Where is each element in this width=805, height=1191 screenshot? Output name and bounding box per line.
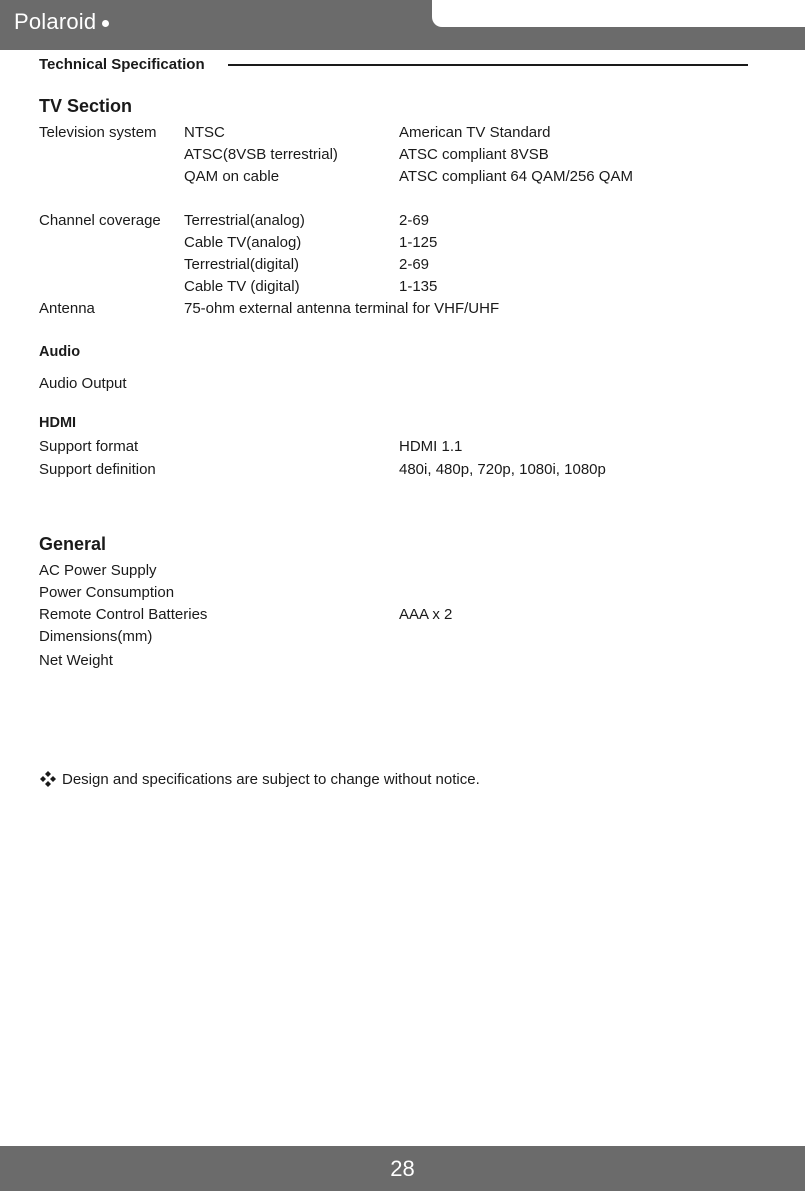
spec-item: NTSC bbox=[184, 124, 225, 141]
spec-item: Terrestrial(digital) bbox=[184, 256, 300, 273]
disclaimer-text: Design and specifications are subject to change without notice. bbox=[62, 770, 480, 788]
spec-value: 2-69 bbox=[399, 256, 430, 273]
television-system-label: Television system bbox=[39, 124, 157, 141]
spec-value: ATSC compliant 64 QAM/256 QAM bbox=[399, 168, 633, 185]
audio-title: Audio bbox=[39, 344, 81, 360]
spec-value: 2-69 bbox=[399, 212, 430, 229]
tv-section-title: TV Section bbox=[39, 96, 133, 116]
spec-item: ATSC(8VSB terrestrial) bbox=[184, 146, 338, 163]
general-label: Net Weight bbox=[39, 652, 113, 669]
audio-output-label: Audio Output bbox=[39, 375, 127, 392]
spec-item: Cable TV (digital) bbox=[184, 278, 300, 295]
page-heading: Technical Specification bbox=[39, 56, 205, 73]
hdmi-format-value: HDMI 1.1 bbox=[399, 438, 463, 455]
page-number: 28 bbox=[390, 1156, 415, 1181]
spec-item: QAM on cable bbox=[184, 168, 280, 185]
general-label: AC Power Supply bbox=[39, 562, 157, 579]
general-label: Dimensions(mm) bbox=[39, 628, 153, 645]
general-value: AAA x 2 bbox=[399, 606, 453, 623]
antenna-value: 75-ohm external antenna terminal for VHF/UHF bbox=[184, 300, 500, 317]
disclaimer-note bbox=[39, 770, 480, 788]
general-title: General bbox=[39, 534, 107, 554]
hdmi-definition-value: 480i, 480p, 720p, 1080i, 1080p bbox=[399, 461, 606, 478]
general-label: Remote Control Batteries bbox=[39, 606, 208, 623]
hdmi-definition-label: Support definition bbox=[39, 461, 156, 478]
spec-item: Cable TV(analog) bbox=[184, 234, 302, 251]
heading-rule bbox=[228, 64, 748, 66]
brand-dot-icon bbox=[102, 20, 109, 27]
antenna-label: Antenna bbox=[39, 300, 95, 317]
diamond-bullet-icon bbox=[39, 770, 57, 788]
spec-value: 1-125 bbox=[399, 234, 438, 251]
spec-item: Terrestrial(analog) bbox=[184, 212, 305, 229]
hdmi-title: HDMI bbox=[39, 415, 77, 431]
brand-logo bbox=[14, 9, 109, 35]
spec-value: 1-135 bbox=[399, 278, 438, 295]
header-notch bbox=[432, 0, 805, 27]
general-label: Power Consumption bbox=[39, 584, 175, 601]
spec-value: American TV Standard bbox=[399, 124, 551, 141]
brand-name: Polaroid bbox=[14, 9, 97, 34]
hdmi-format-label: Support format bbox=[39, 438, 139, 455]
channel-coverage-label: Channel coverage bbox=[39, 212, 161, 229]
spec-value: ATSC compliant 8VSB bbox=[399, 146, 549, 163]
header-bar bbox=[0, 0, 805, 50]
